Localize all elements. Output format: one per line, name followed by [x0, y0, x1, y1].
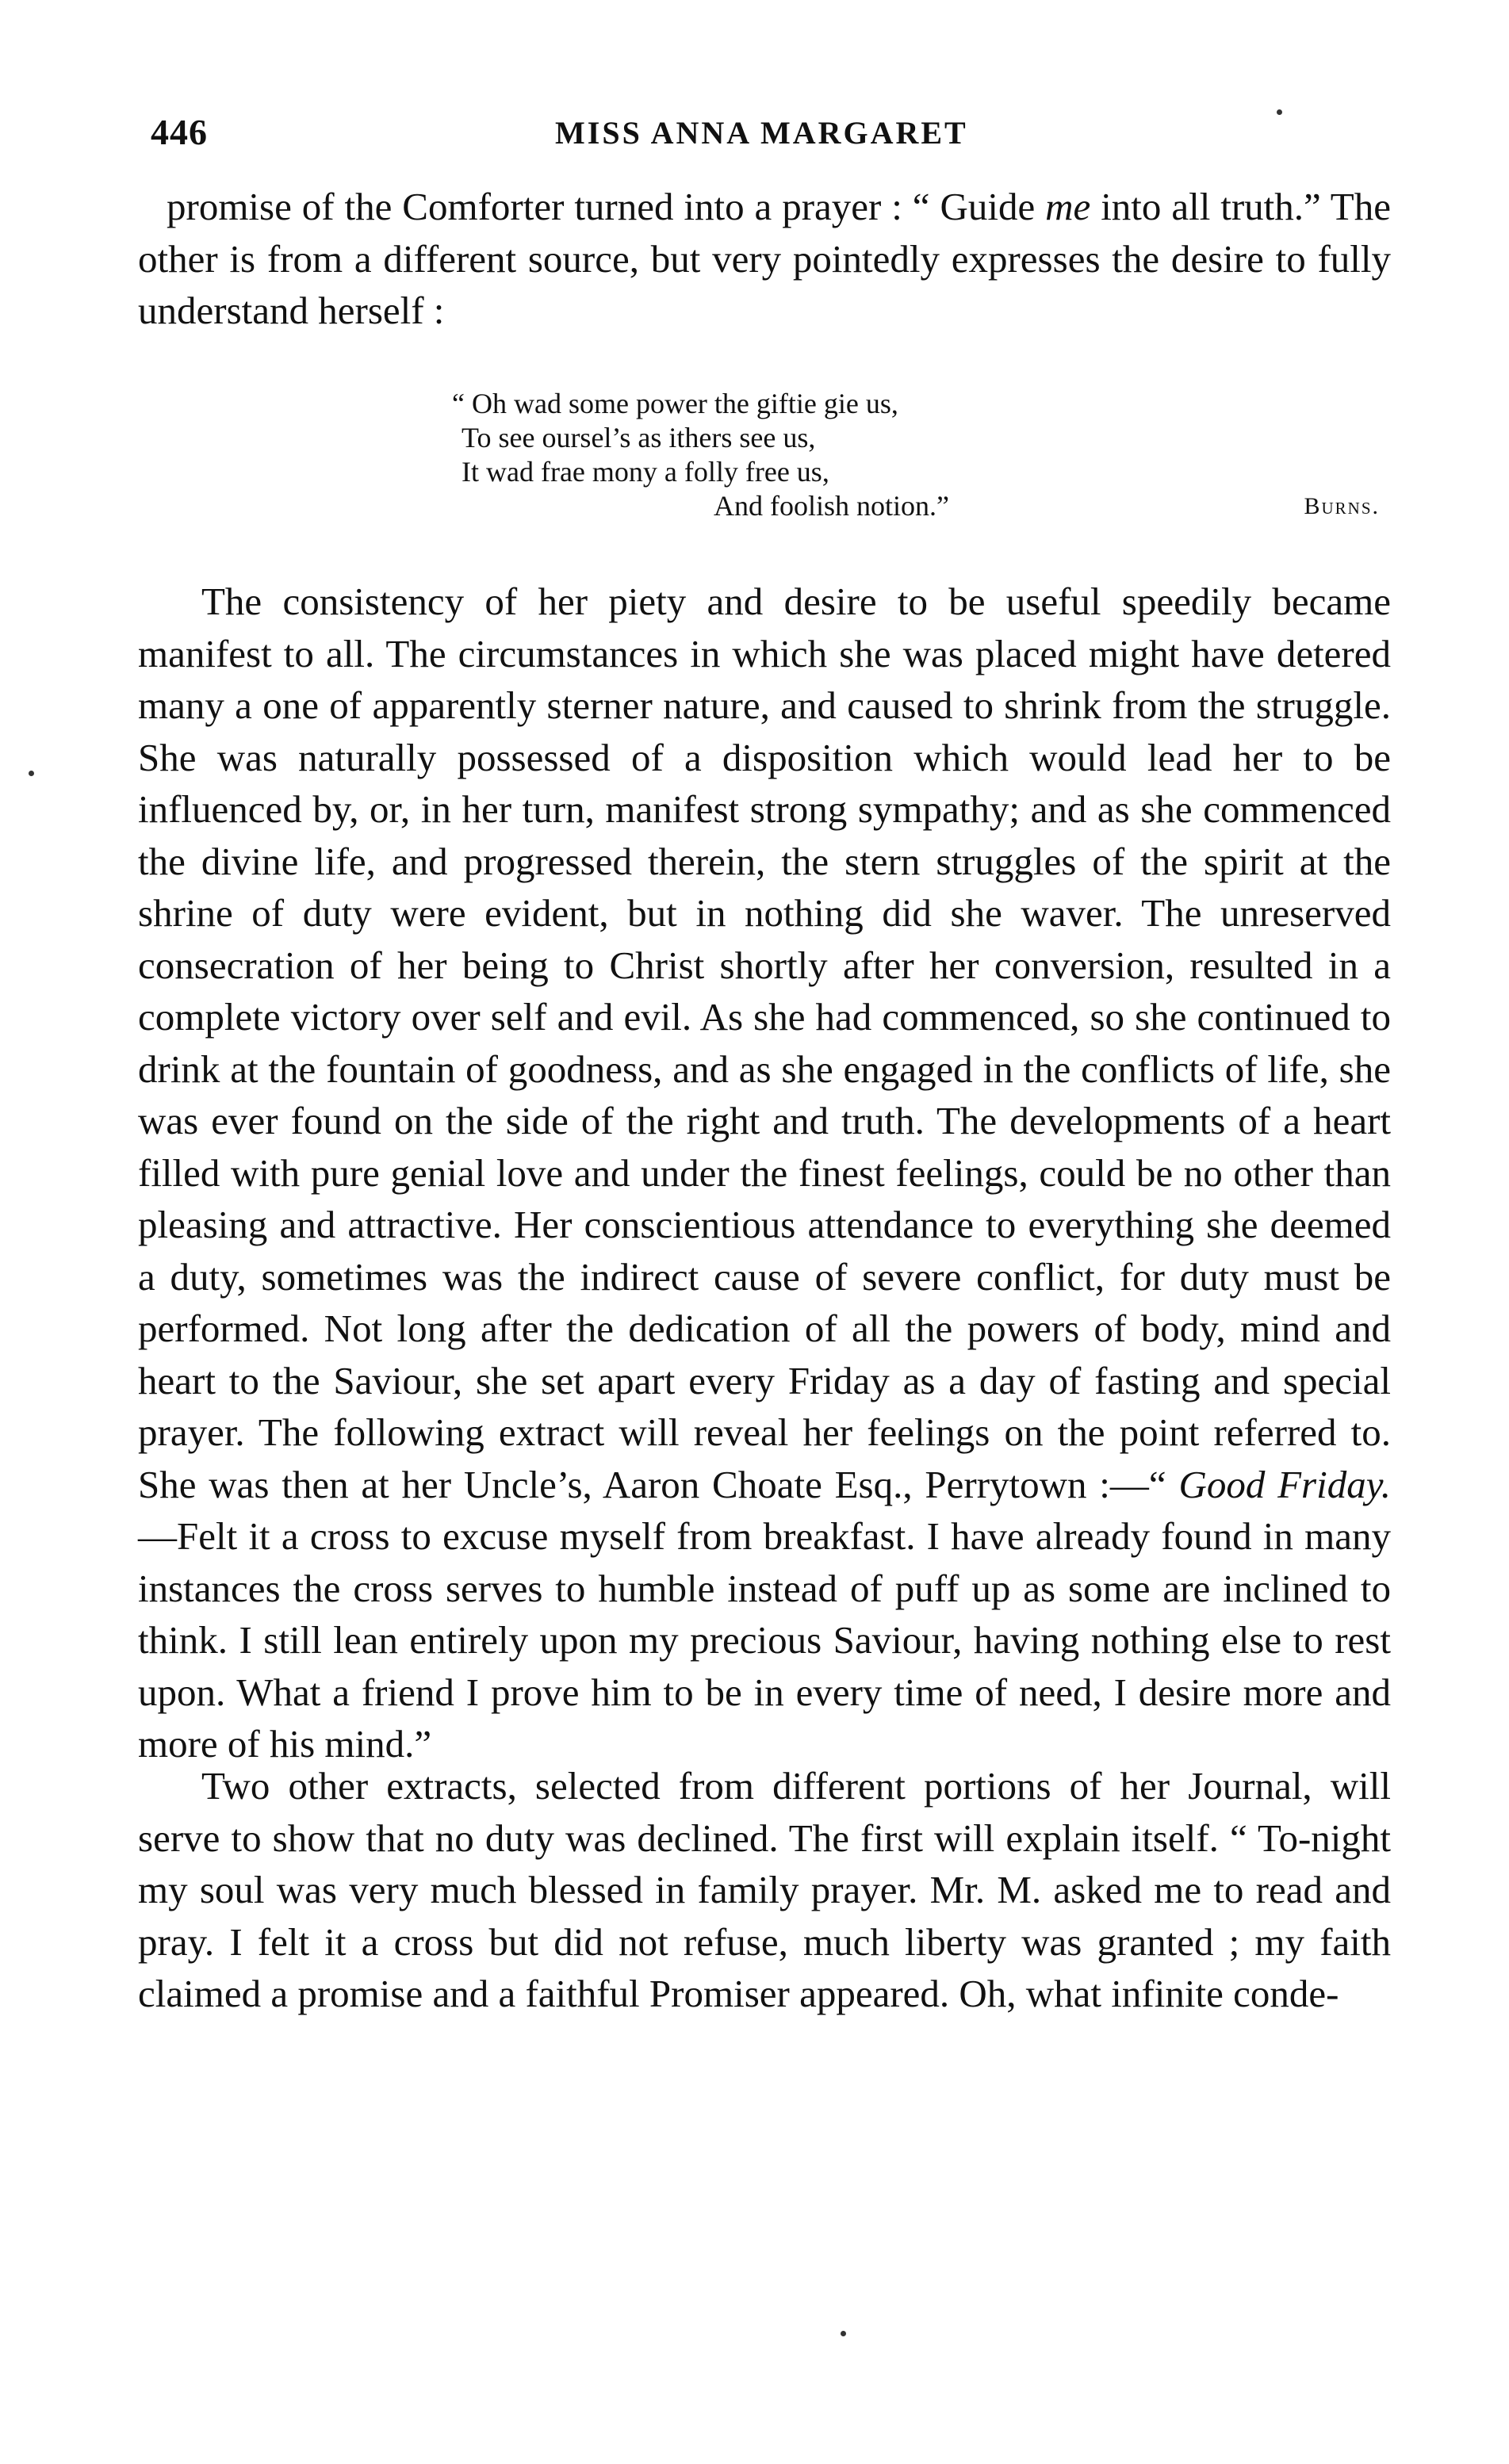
poem-line: It wad frae mony a folly free us,: [462, 456, 829, 488]
poem-quotation: [452, 387, 1388, 523]
main-text-after: —Felt it a cross to excuse myself from breakfast. I have already found in many instances the cross serves to humble instead of puff up as some are inclined to think. I still lean entirely upon my precious Saviour, having nothing else to rest upon. What a friend I prove him to be in every time of need, I desire more and more of his mind.”: [138, 1514, 1391, 1766]
running-head: [151, 111, 1388, 166]
main-paragraph-text: [138, 576, 1391, 1770]
main-paragraph: [138, 576, 1391, 1770]
opening-paragraph-text: [138, 181, 1391, 337]
print-speck: [841, 2331, 846, 2336]
main-emphasis: Good Friday.: [1178, 1462, 1392, 1506]
running-title: MISS ANNA MARGARET: [555, 115, 968, 151]
print-speck: [1277, 109, 1282, 115]
opening-text-after: into all truth.” The other is from a different source, but very pointedly expresses the desire to fully understand herself :: [138, 185, 1391, 332]
opening-emphasis: me: [1045, 185, 1091, 228]
poem-line: To see oursel’s as ithers see us,: [462, 422, 816, 453]
poem-line: And foolish notion.”: [714, 490, 949, 522]
page-number: 446: [151, 112, 208, 152]
opening-text-before: promise of the Comforter turned into a prayer : “ Guide: [167, 185, 1046, 228]
final-paragraph: [138, 1760, 1391, 2020]
print-speck: [29, 771, 34, 776]
main-text-before: The consistency of her piety and desire to be useful speedily became manifest to all. The circumstances in which she was placed might have detered many a one of apparently sterner nature, and caused to shrink from the struggle. She was naturally possessed of a disposition which would lead her to be influenced by, or, in her turn, manifest strong sympathy; and as she commenced the divine life, and progressed therein, the stern struggles of the spirit at the shrine of duty were evident, but in nothing did she waver. The unreserved consecration of her being to Christ shortly after her conversion, resulted in a complete victory over self and evil. As she had commenced, so she continued to drink at the fountain of goodness, and as she engaged in the conflicts of life, she was ever found on the side of the right and truth. The developments of a heart filled with pure genial love and under the finest feelings, could be no other than pleasing and attractive. Her conscientious attendance to everything she deemed a duty, sometimes was the indirect cause of severe conflict, for duty must be performed. Not long after the dedication of all the powers of body, mind and heart to the Saviour, she set apart every Friday as a day of fasting and special prayer. The following extract will reveal her feelings on the point referred to. She was then at her Uncle’s, Aaron Choate Esq., Perrytown :—“: [138, 580, 1391, 1506]
final-paragraph-text: Two other extracts, selected from different portions of her Journal, will serve to show that no duty was declined. The first will explain itself. “ To-night my soul was very much blessed in family prayer. Mr. M. asked me to read and pray. I felt it a cross but did not refuse, much liberty was granted ; my faith claimed a promise and a faithful Promiser appeared. Oh, what infinite conde-: [138, 1764, 1391, 2015]
opening-paragraph: [138, 181, 1391, 337]
poem-line: “ Oh wad some power the giftie gie us,: [452, 388, 898, 419]
poem-attribution: Burns.: [1304, 493, 1380, 519]
